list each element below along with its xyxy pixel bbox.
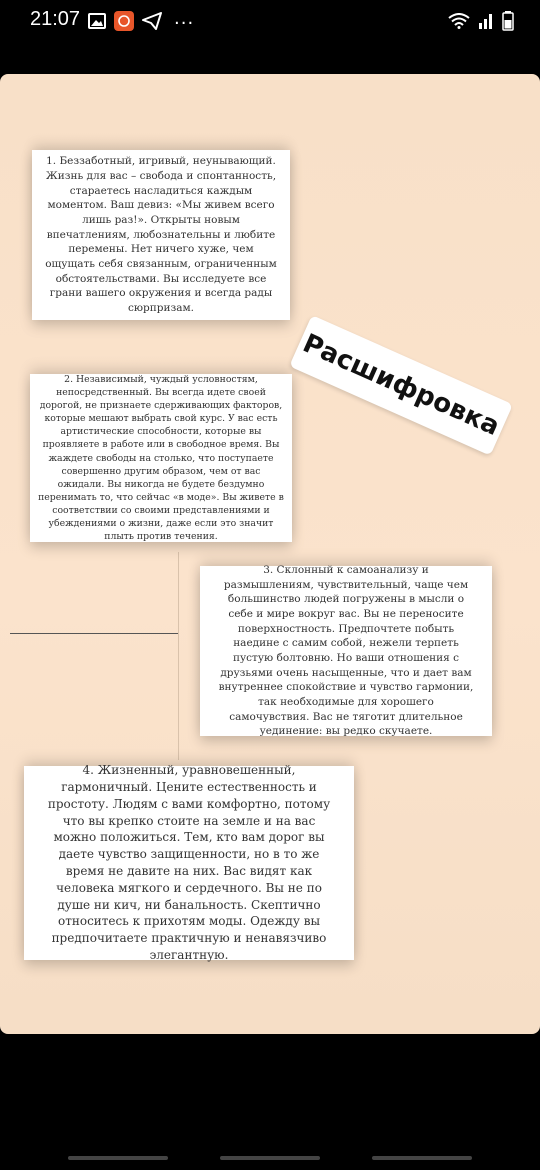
- wifi-icon: [448, 13, 470, 33]
- send-icon: [142, 12, 162, 34]
- card-text: 1. Беззаботный, игривый, неунывающий. Жизнь для вас – свобода и спонтанность, стараетесь насладиться каждым моментом. Ваш девиз: «Мы живем всего лишь раз!». Открыты новым впечатлениям, любознательны и любите перемены. Нет ничего хуже, чем ощущать себя связанным, ограниченным обстоятельствами. Вы исследуете все грани вашего окружения и всегда рады сюрпризам.: [45, 155, 277, 315]
- app-icon: [114, 11, 134, 35]
- description-card-4: [24, 763, 354, 962]
- system-icons: [448, 11, 514, 35]
- card-text: 4. Жизненный, уравновешенный, гармоничный. Цените естественность и простоту. Людям с вами комфортно, потому что вы крепко стоите на земле и на вас можно положиться. Тем, кто вам дорог вы даете чувство защищенности, но в то же время не давите на них. Вас видят как человека мягкого и сердечного. Вы не по душе ни кич, ни банальность. Скептично относитесь к прихотям моды. Одежду вы предпочитаете практичную и ненавязчиво элегантную.: [47, 763, 331, 962]
- description-card-3: [200, 563, 492, 738]
- description-card-2: [30, 374, 292, 542]
- decorative-shadow: [178, 552, 179, 760]
- sticker-label: Расшифровка: [298, 328, 504, 443]
- nav-segment-center[interactable]: [220, 1156, 320, 1160]
- navigation-bar: [0, 1152, 540, 1162]
- card-text: 3. Склонный к самоанализу и размышлениям, чувствительный, чаще чем большинство людей погружены в мысли о себе и мире вокруг вас. Вы не переносите поверхностность. Предпочтете побыть наедине с самим собой, нежели терпеть пустую болтовню. Но ваши отношения с друзьями очень насыщенные, что и дает вам внутреннее спокойствие и чувство гармонии, так необходимые для хорошего самочувствия. Вас не тяготит длительное уединение: вы редко скучаете.: [218, 563, 474, 738]
- description-card-1: [32, 150, 290, 320]
- nav-segment-left[interactable]: [68, 1156, 168, 1160]
- battery-icon: [502, 11, 514, 35]
- status-bar: [0, 0, 540, 44]
- card-text: 2. Независимый, чуждый условностям, непосредственный. Вы всегда идете своей дорогой, не признаете сдерживающих факторов, которые мешают выбрать свой курс. У вас есть артистические способности, которые вы проявляете в работе или в свободное время. Вы жаждете свободы на столько, что поступаете совершенно другим образом, чем от вас ожидали. Вы никогда не будете бездумно перенимать то, что сейчас «в моде». Вы живете в соответствии со своими представлениями и убеждениями о жизни, даже если это значит плыть против течения.: [38, 374, 284, 542]
- notification-icons: [88, 11, 194, 35]
- gallery-icon: [88, 13, 106, 33]
- signal-icon: [478, 13, 494, 33]
- nav-segment-right[interactable]: [372, 1156, 472, 1160]
- decorative-line: [10, 633, 178, 634]
- more-notifications-icon: ···: [174, 12, 195, 34]
- status-time: 21:07: [30, 8, 81, 30]
